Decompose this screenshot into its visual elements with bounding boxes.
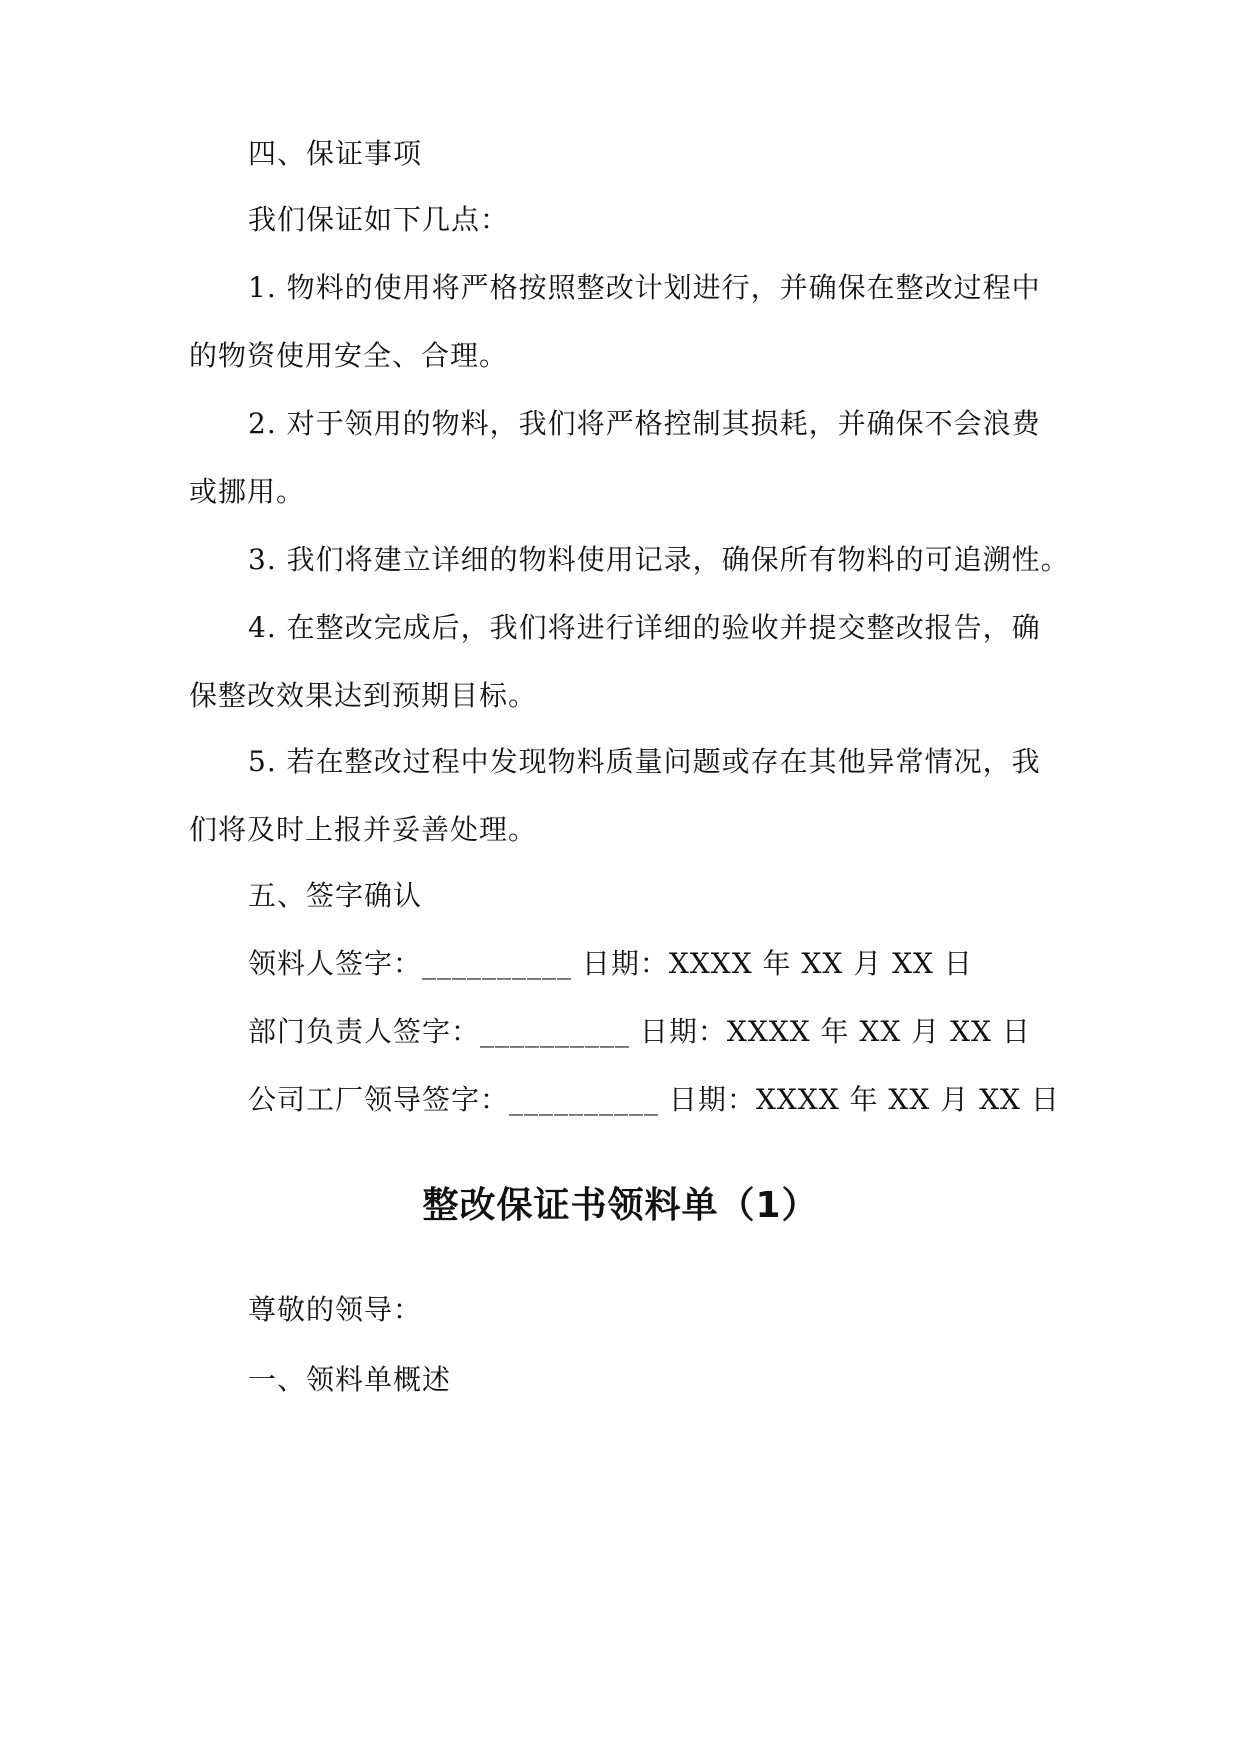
item-4-line-1: 4. 在整改完成后，我们将进行详细的验收并提交整改报告，确: [248, 611, 1041, 644]
item-2-line-2: 或挪用。: [189, 475, 306, 508]
signature-line-factory-leader: 公司工厂领导签字：__________ 日期：XXXX 年 XX 月 XX 日: [248, 1083, 1060, 1116]
salutation: 尊敬的领导：: [248, 1293, 423, 1326]
signature-line-dept-head: 部门负责人签字：__________ 日期：XXXX 年 XX 月 XX 日: [248, 1015, 1031, 1048]
item-4-line-2: 保整改效果达到预期目标。: [189, 679, 538, 712]
document-title: 整改保证书领料单（1）: [422, 1185, 819, 1226]
section-5-heading: 五、签字确认: [248, 879, 423, 912]
item-3-line-1: 3. 我们将建立详细的物料使用记录，确保所有物料的可追溯性。: [248, 543, 1070, 576]
item-5-line-1: 5. 若在整改过程中发现物料质量问题或存在其他异常情况，我: [248, 745, 1041, 778]
section-4-intro: 我们保证如下几点：: [248, 203, 510, 236]
section-4-heading: 四、保证事项: [248, 137, 423, 170]
item-2-line-1: 2. 对于领用的物料，我们将严格控制其损耗，并确保不会浪费: [248, 407, 1041, 440]
item-1-line-2: 的物资使用安全、合理。: [189, 339, 509, 372]
item-1-line-1: 1. 物料的使用将严格按照整改计划进行，并确保在整改过程中: [248, 271, 1041, 304]
signature-line-requester: 领料人签字：__________ 日期：XXXX 年 XX 月 XX 日: [248, 947, 973, 980]
section-1-heading: 一、领料单概述: [248, 1363, 452, 1396]
item-5-line-2: 们将及时上报并妥善处理。: [189, 813, 538, 846]
